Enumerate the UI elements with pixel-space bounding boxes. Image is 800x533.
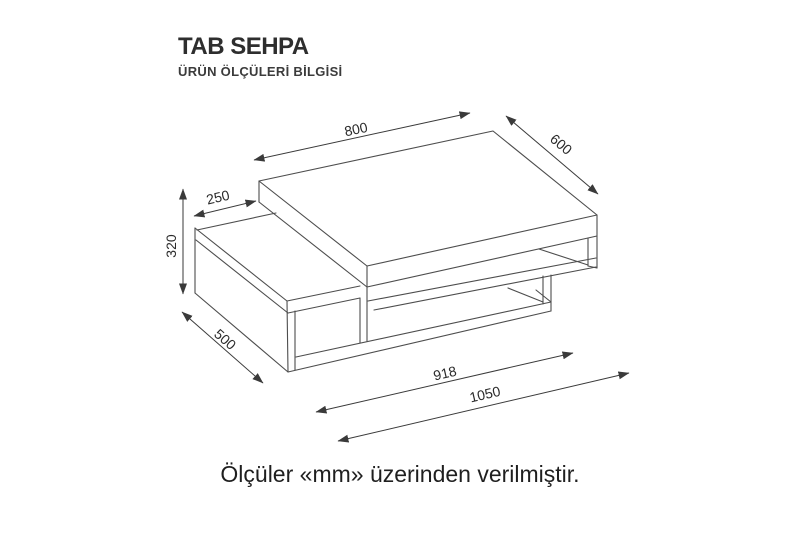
page-subtitle: ÜRÜN ÖLÇÜLERİ BİLGİSİ <box>178 64 343 80</box>
dim-label-base-depth: 500 <box>211 325 240 353</box>
dim-label-overall-length: 1050 <box>467 382 502 406</box>
dimension-base-depth <box>182 312 263 383</box>
table-outline <box>195 131 597 372</box>
dim-label-base-length: 918 <box>431 362 459 384</box>
dimension-base-length <box>316 353 573 412</box>
dimension-shelf-extension <box>194 187 256 216</box>
dim-label-height: 320 <box>163 234 179 258</box>
dimension-overall-length <box>338 373 629 441</box>
tabletop-face <box>259 131 597 266</box>
units-note: Ölçüler «mm» üzerinden verilmiştir. <box>220 461 580 487</box>
dim-label-top-length: 800 <box>342 118 370 140</box>
dimension-height <box>163 189 183 294</box>
dim-label-shelf-extension: 250 <box>204 186 232 208</box>
dim-label-top-depth: 600 <box>547 130 576 158</box>
page-title: TAB SEHPA <box>178 33 309 60</box>
